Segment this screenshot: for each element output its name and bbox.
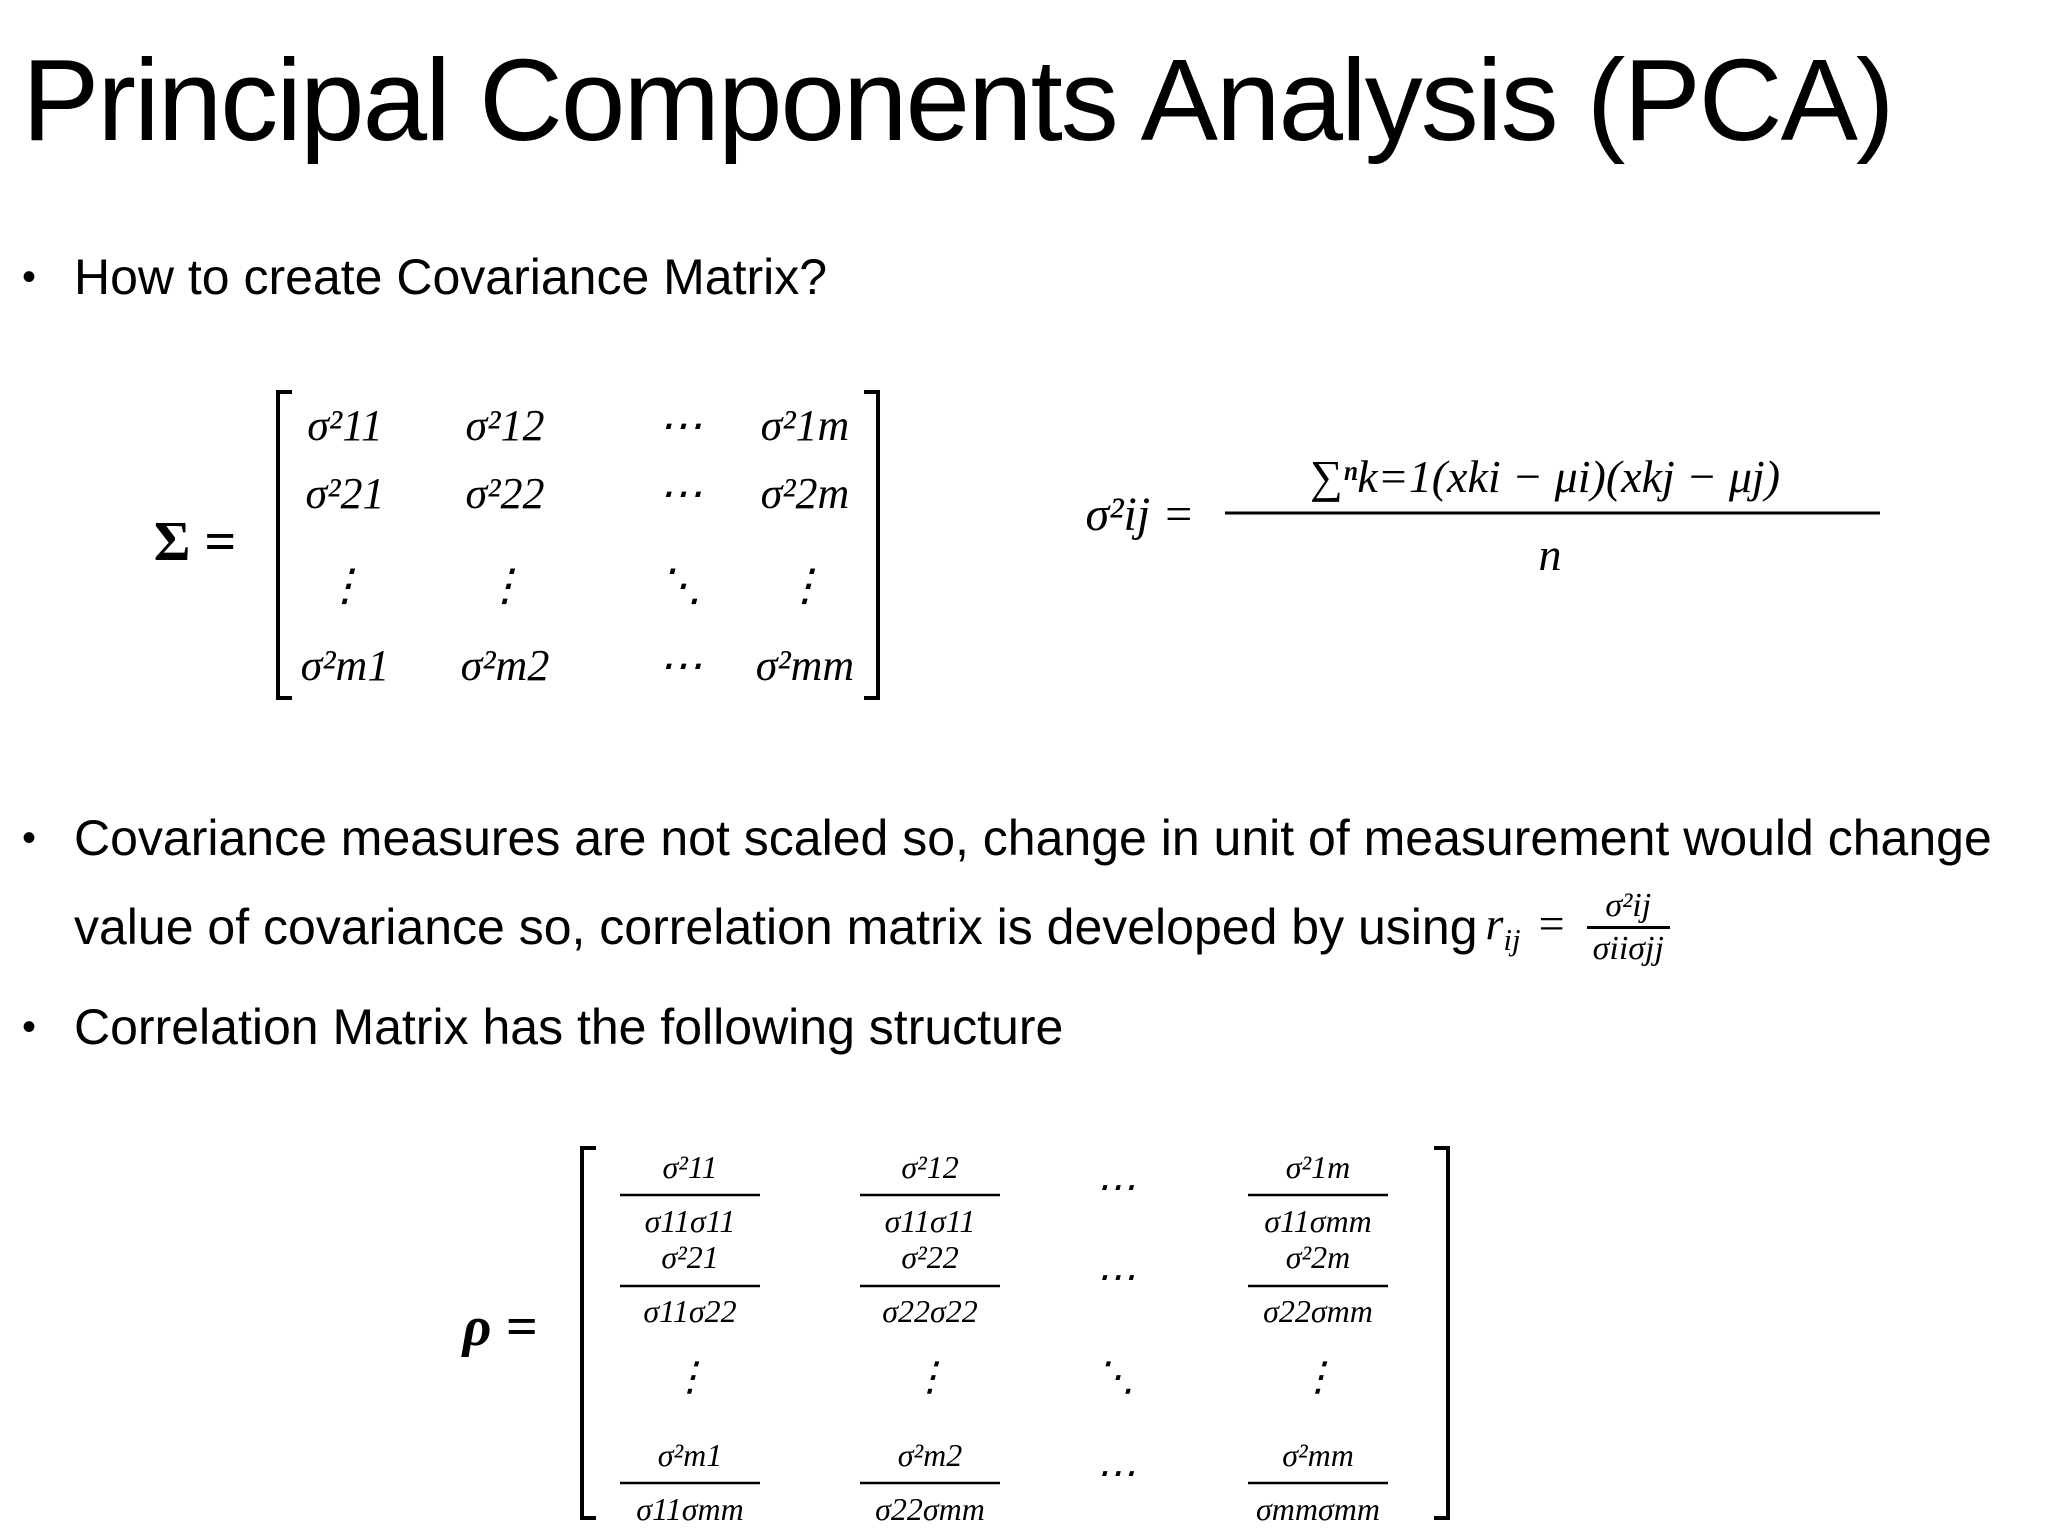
entry-numerator: σ²2m bbox=[1285, 1239, 1351, 1275]
formula-lhs-subscript: ij bbox=[1503, 922, 1521, 957]
matrix-ellipsis: ⋯ bbox=[1095, 1450, 1135, 1495]
entry-numerator: σ²22 bbox=[901, 1239, 959, 1275]
matrix-entry: σ²11 bbox=[307, 401, 383, 450]
entry-denominator: σ11σ22 bbox=[643, 1293, 737, 1329]
formula-lhs: r bbox=[1485, 898, 1504, 949]
entry-numerator: σ²12 bbox=[901, 1149, 959, 1185]
bullet-text-body: Covariance measures are not scaled so, change in unit of measurement would change value of covariance so, correlation matrix is developed by using bbox=[74, 810, 1992, 956]
matrix-ellipsis: ⋮ bbox=[1298, 1354, 1338, 1399]
formula-numerator: ∑ⁿk=1(xki − μi)(xkj − μj) bbox=[1309, 451, 1781, 502]
matrix-ellipsis: ⋱ bbox=[1095, 1354, 1135, 1399]
formula-denominator: n bbox=[1538, 529, 1562, 580]
matrix-entry: σ²22 bbox=[465, 469, 545, 518]
entry-numerator: σ²11 bbox=[662, 1149, 718, 1185]
right-bracket bbox=[1434, 1148, 1448, 1518]
matrix-entry: ⋯ bbox=[658, 641, 702, 690]
formula-numerator: σ²ij bbox=[1605, 887, 1652, 925]
entry-denominator: σ22σmm bbox=[1263, 1293, 1373, 1329]
matrix-ellipsis: ⋯ bbox=[1095, 1164, 1135, 1209]
entry-numerator: σ²m1 bbox=[657, 1437, 723, 1473]
matrix-entry: σ²21 bbox=[305, 469, 385, 518]
matrix-entry: ⋯ bbox=[658, 401, 702, 450]
formula-equals: = bbox=[1538, 898, 1565, 949]
rho-symbol: ρ = bbox=[462, 1296, 538, 1358]
bullet-dot: • bbox=[22, 255, 37, 299]
correlation-matrix bbox=[461, 1148, 1448, 1527]
matrix-ellipsis: ⋮ bbox=[910, 1354, 950, 1399]
matrix-entry: ⋮ bbox=[483, 561, 527, 610]
sigma-symbol: Σ = bbox=[153, 511, 237, 573]
matrix-entry: ⋮ bbox=[783, 561, 827, 610]
entry-denominator: σ22σ22 bbox=[882, 1293, 978, 1329]
matrix-entry: σ²1m bbox=[760, 401, 850, 450]
entry-denominator: σ22σmm bbox=[875, 1491, 985, 1527]
entry-denominator: σmmσmm bbox=[1256, 1491, 1380, 1527]
left-bracket bbox=[582, 1148, 596, 1518]
formula-lhs: σ²ij = bbox=[1085, 488, 1195, 541]
bullet-text: Correlation Matrix has the following structure bbox=[74, 999, 1064, 1055]
entry-denominator: σ11σ11 bbox=[644, 1203, 736, 1239]
entry-denominator: σ11σmm bbox=[636, 1491, 744, 1527]
matrix-entry: ⋯ bbox=[658, 469, 702, 518]
entry-numerator: σ²21 bbox=[661, 1239, 719, 1275]
slide-title: Principal Components Analysis (PCA) bbox=[22, 35, 1893, 165]
matrix-entry: σ²m2 bbox=[460, 641, 550, 690]
entry-numerator: σ²mm bbox=[1282, 1437, 1354, 1473]
bullet-text: How to create Covariance Matrix? bbox=[74, 249, 828, 305]
matrix-entry: σ²2m bbox=[760, 469, 850, 518]
matrix-entry: σ²m1 bbox=[300, 641, 390, 690]
matrix-entry: ⋮ bbox=[323, 561, 367, 610]
bullet-dot: • bbox=[22, 1005, 37, 1049]
bullet-dot: • bbox=[22, 816, 37, 860]
matrix-ellipsis: ⋮ bbox=[670, 1354, 710, 1399]
matrix-entry: σ²12 bbox=[465, 401, 545, 450]
matrix-entry: σ²mm bbox=[755, 641, 855, 690]
entry-numerator: σ²m2 bbox=[897, 1437, 963, 1473]
entry-numerator: σ²1m bbox=[1285, 1149, 1351, 1185]
formula-denominator: σiiσjj bbox=[1587, 926, 1670, 969]
entry-denominator: σ11σmm bbox=[1264, 1203, 1372, 1239]
entry-denominator: σ11σ11 bbox=[884, 1203, 976, 1239]
matrix-ellipsis: ⋯ bbox=[1095, 1254, 1135, 1299]
matrix-entry: ⋱ bbox=[658, 561, 702, 610]
